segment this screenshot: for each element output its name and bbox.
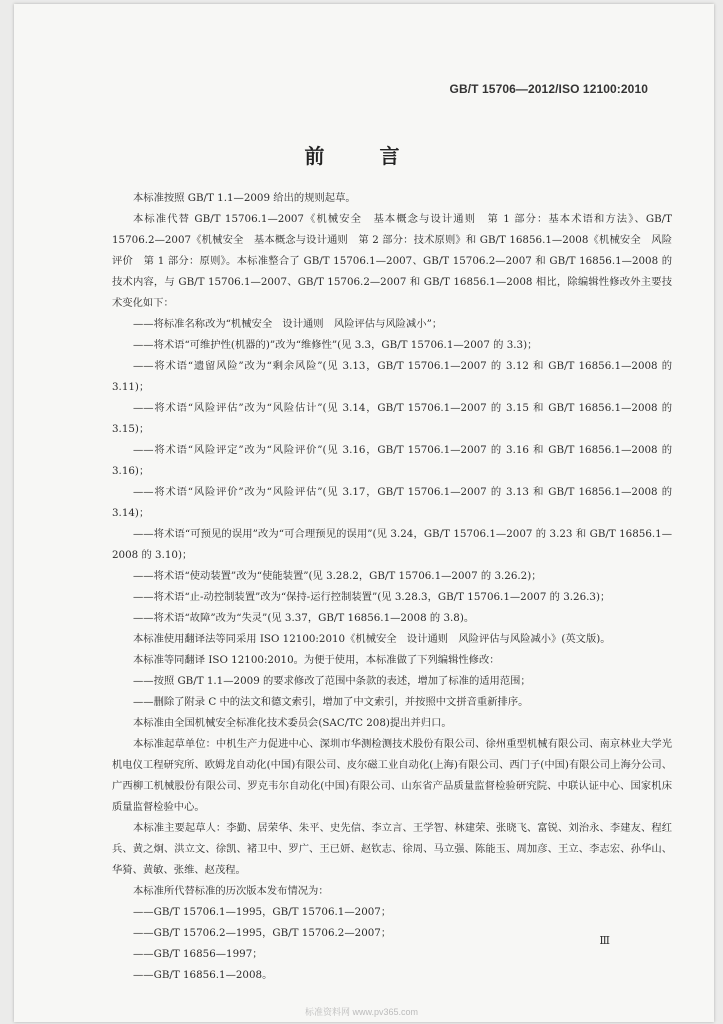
paragraph: 本标准主要起草人：李勤、居荣华、朱平、史先信、李立言、王学智、林建荣、张晓飞、富锐、刘治永、李建友、程红兵、黄之炯、洪立文、徐凯、褚卫中、罗广、王已妍、赵钦志、徐周、马立强、陈能玉、周加彦、王立、李志宏、孙华山、华猗、黄敏、张维、赵茂程。	[112, 822, 672, 876]
list-item: ——将术语“风险评定”改为“风险评价”(见 3.16，GB/T 15706.1—2007 的 3.16 和 GB/T 16856.1—2008 的 3.16)；	[112, 444, 672, 477]
paragraph: 本标准起草单位：中机生产力促进中心、深圳市华测检测技术股份有限公司、徐州重型机械有限公司、南京林业大学光机电仪工程研究所、欧姆龙自动化(中国)有限公司、皮尔磁工业自动化(上海)有限公司、西门子(中国)有限公司上海分公司、广西柳工机械股份有限公司、罗克韦尔自动化(中国)有限公司、山东省产品质量监督检验研究院、中联认证中心、国家机床质量监督检验中心。	[112, 738, 672, 813]
list-item: ——GB/T 15706.2—1995，GB/T 15706.2—2007；	[133, 927, 392, 939]
list-item: ——将术语“风险评估”改为“风险估计”(见 3.14，GB/T 15706.1—2007 的 3.15 和 GB/T 16856.1—2008 的 3.15)；	[112, 402, 672, 435]
list-item: ——将术语“遗留风险”改为“剩余风险”(见 3.13，GB/T 15706.1—2007 的 3.12 和 GB/T 16856.1—2008 的 3.11)；	[112, 360, 672, 393]
watermark: 标准资料网 www.pv365.com	[304, 1007, 419, 1017]
paragraph: 本标准由全国机械安全标准化技术委员会(SAC/TC 208)提出并归口。	[133, 717, 452, 729]
list-item: ——将标准名称改为“机械安全 设计通则 风险评估与风险减小”；	[133, 318, 443, 330]
page-title: 前 言	[304, 144, 424, 168]
paragraph: 本标准所代替标准的历次版本发布情况为：	[133, 885, 329, 897]
list-item: ——将术语“风险评价”改为“风险评估”(见 3.17，GB/T 15706.1—2007 的 3.13 和 GB/T 16856.1—2008 的 3.14)；	[112, 486, 672, 519]
paragraph: 本标准等同翻译 ISO 12100:2010。为便于使用，本标准做了下列编辑性修改：	[133, 654, 500, 666]
list-item: ——将术语“可维护性(机器的)”改为“维修性”(见 3.3，GB/T 15706.1—2007 的 3.3)；	[133, 339, 538, 351]
list-item: ——将术语“故障”改为“失灵”(见 3.37，GB/T 16856.1—2008 的 3.8)。	[133, 612, 475, 624]
list-item: ——将术语“止-动控制装置”改为“保持-运行控制装置”(见 3.28.3，GB/T 15706.1—2007 的 3.26.3)；	[133, 591, 611, 603]
paragraph: 本标准代替 GB/T 15706.1—2007《机械安全 基本概念与设计通则 第 1 部分：基本术语和方法》、GB/T 15706.2—2007《机械安全 基本概念与设计通则 第 2 部分：技术原则》和 GB/T 16856.1—2008《机械安全 风险评价 第 1 部分：原则》。本标准整合了 GB/T 15706.1—2007、GB/T 15706.2—2007 和 GB/T 16856.1—2008 的技术内容，与 GB/T 15706.1—2007、GB/T 15706.2—2007 和 GB/T 16856.1—2008 相比，除编辑性修改外主要技术变化如下：	[112, 213, 672, 309]
list-item: ——将术语“可预见的误用”改为“可合理预见的误用”(见 3.24，GB/T 15706.1—2007 的 3.23 和 GB/T 16856.1—2008 的 3.10)；	[112, 528, 672, 561]
document-page	[14, 4, 714, 1022]
page-number: Ⅲ	[599, 934, 610, 947]
paragraph: 本标准按照 GB/T 1.1—2009 给出的规则起草。	[133, 192, 356, 204]
list-item: ——将术语“使动装置”改为“使能装置”(见 3.28.2，GB/T 15706.1—2007 的 3.26.2)；	[133, 570, 542, 582]
foreword-body	[112, 188, 672, 986]
standard-number: GB/T 15706—2012/ISO 12100:2010	[449, 82, 648, 96]
list-item: ——GB/T 15706.1—1995，GB/T 15706.1—2007；	[133, 906, 392, 918]
list-item: ——删除了附录 C 中的法文和德文索引，增加了中文索引，并按照中文拼音重新排序。	[133, 696, 529, 708]
list-item: ——按照 GB/T 1.1—2009 的要求修改了范围中条款的表述，增加了标准的适用范围；	[133, 675, 531, 687]
list-item: ——GB/T 16856—1997；	[133, 948, 263, 960]
list-item: ——GB/T 16856.1—2008。	[133, 969, 273, 981]
paragraph: 本标准使用翻译法等同采用 ISO 12100:2010《机械安全 设计通则 风险评估与风险减小》(英文版)。	[133, 633, 611, 645]
